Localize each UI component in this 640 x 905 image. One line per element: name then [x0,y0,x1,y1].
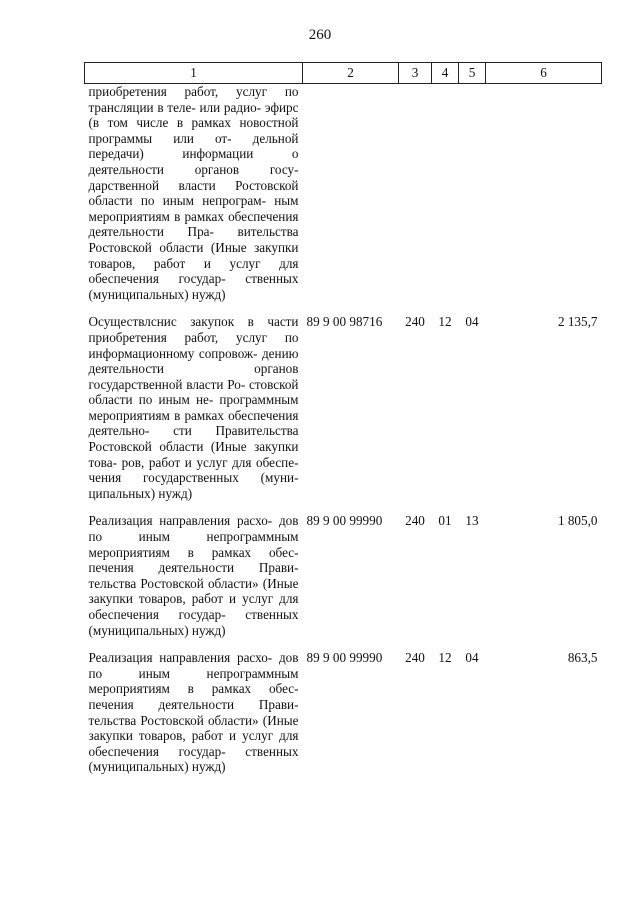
row-description: Осуществлснис закупок в части приобретения работ, услуг по информационному сопровож- дению деятельности органов государственной власти Ро- стовской области по иным не- программным мероприятиям в рамках обеспечения деятельно- сти Правительства Ростовской области (Иные закупки това- ров, работ и услуг для обеспе- чения государственных (муни- ципальных) нужд) [88,314,299,501]
row-expense-type: 240 [405,314,425,330]
table-row [85,513,602,650]
row-amount: 2 135,7 [557,314,598,330]
table-row [85,314,602,513]
row-amount: 863,5 [567,650,598,666]
header-col-4: 4 [432,63,459,84]
page-number: 260 [308,27,332,43]
row-section [432,84,459,315]
table-row [85,650,602,787]
row-subsection: 13 [465,513,479,529]
row-subsection: 04 [465,650,479,666]
row-expense-type: 240 [405,650,425,666]
budget-table [84,62,602,787]
header-col-6: 6 [486,63,602,84]
table-row [85,84,602,315]
row-description: приобретения работ, услуг по трансляции в теле- или радио- эфирс (в том числе в рамках новостной программы или от- дельной передачи) информации о деятельности органов госу- дарственной власти Ростовской области по иным непрограм- ным мероприятиям в рамках обеспечения деятельности Пра- вительства Ростовской области (Иные закупки товаров, работ и услуг для обеспечения государ- ственных (муниципальных) нужд) [88,84,299,302]
row-expense-type: 240 [405,513,425,529]
row-section: 12 [438,314,452,330]
header-col-1: 1 [85,63,303,84]
row-amount [486,84,602,315]
row-target-code: 89 9 00 99990 [306,513,383,529]
header-col-5: 5 [459,63,486,84]
table-header-row [85,63,602,84]
header-col-3: 3 [399,63,432,84]
row-amount: 1 805,0 [557,513,598,529]
row-subsection [459,84,486,315]
row-target-code: 89 9 00 99990 [306,650,383,666]
row-section: 12 [438,650,452,666]
row-subsection: 04 [465,314,479,330]
row-section: 01 [438,513,452,529]
row-target-code [303,84,399,315]
row-description: Реализация направления расхо- дов по иным непрограммным мероприятиям в рамках обес- печения деятельности Прави- тельства Ростовской области» (Иные закупки товаров, работ и услуг для обеспечения государ- ственных (муниципальных) нужд) [88,650,299,775]
row-description: Реализация направления расхо- дов по иным непрограммным мероприятиям в рамках обес- печения деятельности Прави- тельства Ростовской области» (Иные закупки товаров, работ и услуг для обеспечения государ- ственных (муниципальных) нужд) [88,513,299,638]
header-col-2: 2 [303,63,399,84]
row-target-code: 89 9 00 98716 [306,314,383,330]
row-expense-type [399,84,432,315]
